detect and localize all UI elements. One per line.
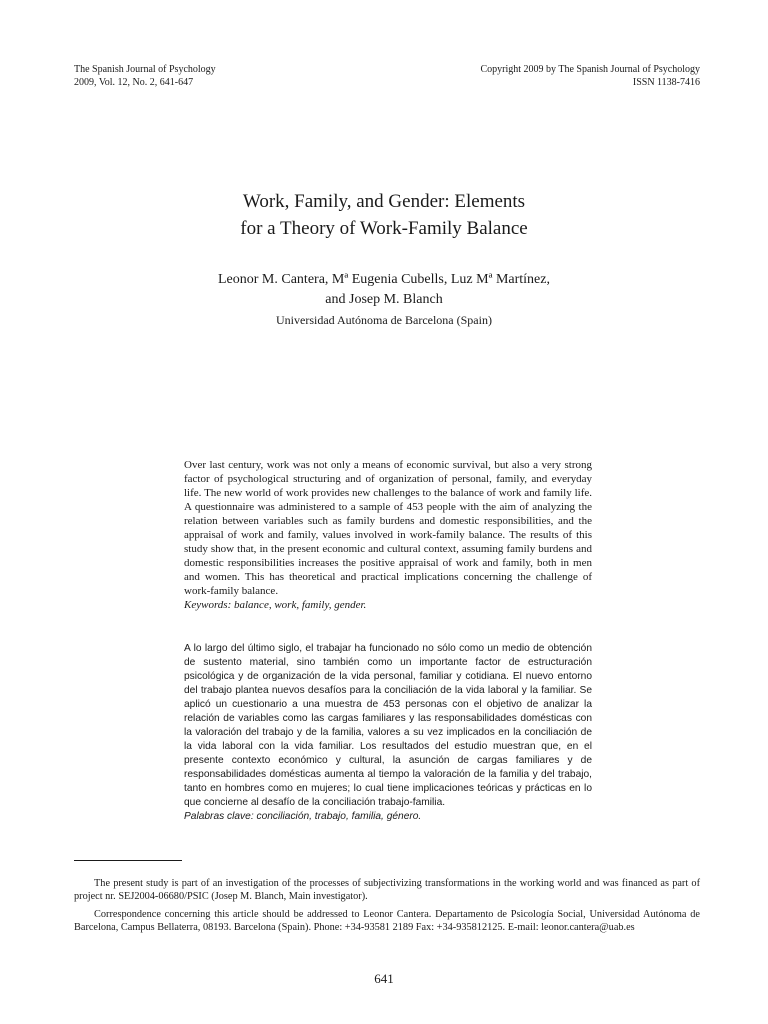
issn-line: ISSN 1138-7416 [632,77,700,88]
affiliation: Universidad Autónoma de Barcelona (Spain) [276,313,492,327]
correspondence-footnote: Correspondence concerning this article should be addressed to Leonor Cantera. Departamento de Psicología Social, Universidad Autónoma de Barcelona, Campus Bellaterra, 08193. Barcelona (Spain). Phone: +34-93581 2189 Fax: +34-935812125. E-mail: leonor.cantera@uab.es [74,909,700,933]
english-abstract-text: Over last century, work was not only a means of economic survival, but also a very strong factor of psychological structuring and of organization of personal, family, and everyday life. The new world of work provides new challenges to the balance of work and family life. A questionnaire was administered to a sample of 453 people with the aim of analyzing the relation between variables such as family burdens and domestic responsibilities, and the appraisal of work and family, values involved in work-family balance. The results of this study show that, in the present economic and cultural context, assuming family burdens and domestic responsibilities increases the positive appraisal of work and family, both in men and women. This has theoretical and practical implications concerning the challenge of work-family balance. [184,459,592,597]
footnotes [74,877,700,939]
spanish-keywords: Palabras clave: conciliación, trabajo, familia, género. [184,811,422,822]
journal-header-right [480,63,700,89]
title-line-1: Work, Family, and Gender: Elements [242,191,526,212]
journal-volume: 2009, Vol. 12, No. 2, 641-647 [74,77,194,88]
english-abstract [184,458,592,612]
page-number: 641 [374,971,394,986]
journal-header-left [74,63,216,89]
authors-line-2: and Josep M. Blanch [325,292,443,307]
authors-line-1: Leonor M. Cantera, Mª Eugenia Cubells, Luz Mª Martínez, [218,272,550,287]
journal-name: The Spanish Journal of Psychology [74,64,216,75]
title-line-2: for a Theory of Work-Family Balance [240,218,528,239]
spanish-abstract [184,642,592,824]
article-title [0,188,768,242]
english-keywords: Keywords: balance, work, family, gender. [184,599,367,611]
copyright-line: Copyright 2009 by The Spanish Journal of Psychology [480,64,700,75]
footnote-divider [74,860,182,861]
funding-footnote: The present study is part of an investigation of the processes of subjectivizing transformations in the working world and was financed as part of project nr. SEJ2004-06680/PSIC (Josep M. Blanch, Main investigator). [74,878,700,902]
author-list [0,270,768,310]
spanish-abstract-text: A lo largo del último siglo, el trabajar ha funcionado no sólo como un medio de obtención de sustento material, sino también como un importante factor de estructuración psicológica y de organización de la vida personal, familiar y cotidiana. El nuevo entorno del trabajo plantea nuevos desafíos para la conciliación de la vida laboral y la familiar. Se aplicó un cuestionario a una muestra de 453 personas con el objetivo de analizar la relación de variables como las cargas familiares y las responsabilidades domésticas con la valoración del trabajo y de la familia, valores a su vez implicados en la conciliación de la vida laboral con la vida familiar. Los resultados del estudio muestran que, en el presente contexto económico y cultural, la asunción de cargas familiares y de responsabilidades domésticas aumenta al tiempo la valoración de la familia y del trabajo, tanto en hombres como en mujeres; lo cual tiene implicaciones teóricas y prácticas en lo que concierne al desafío de la conciliación trabajo-familia. [184,643,592,808]
